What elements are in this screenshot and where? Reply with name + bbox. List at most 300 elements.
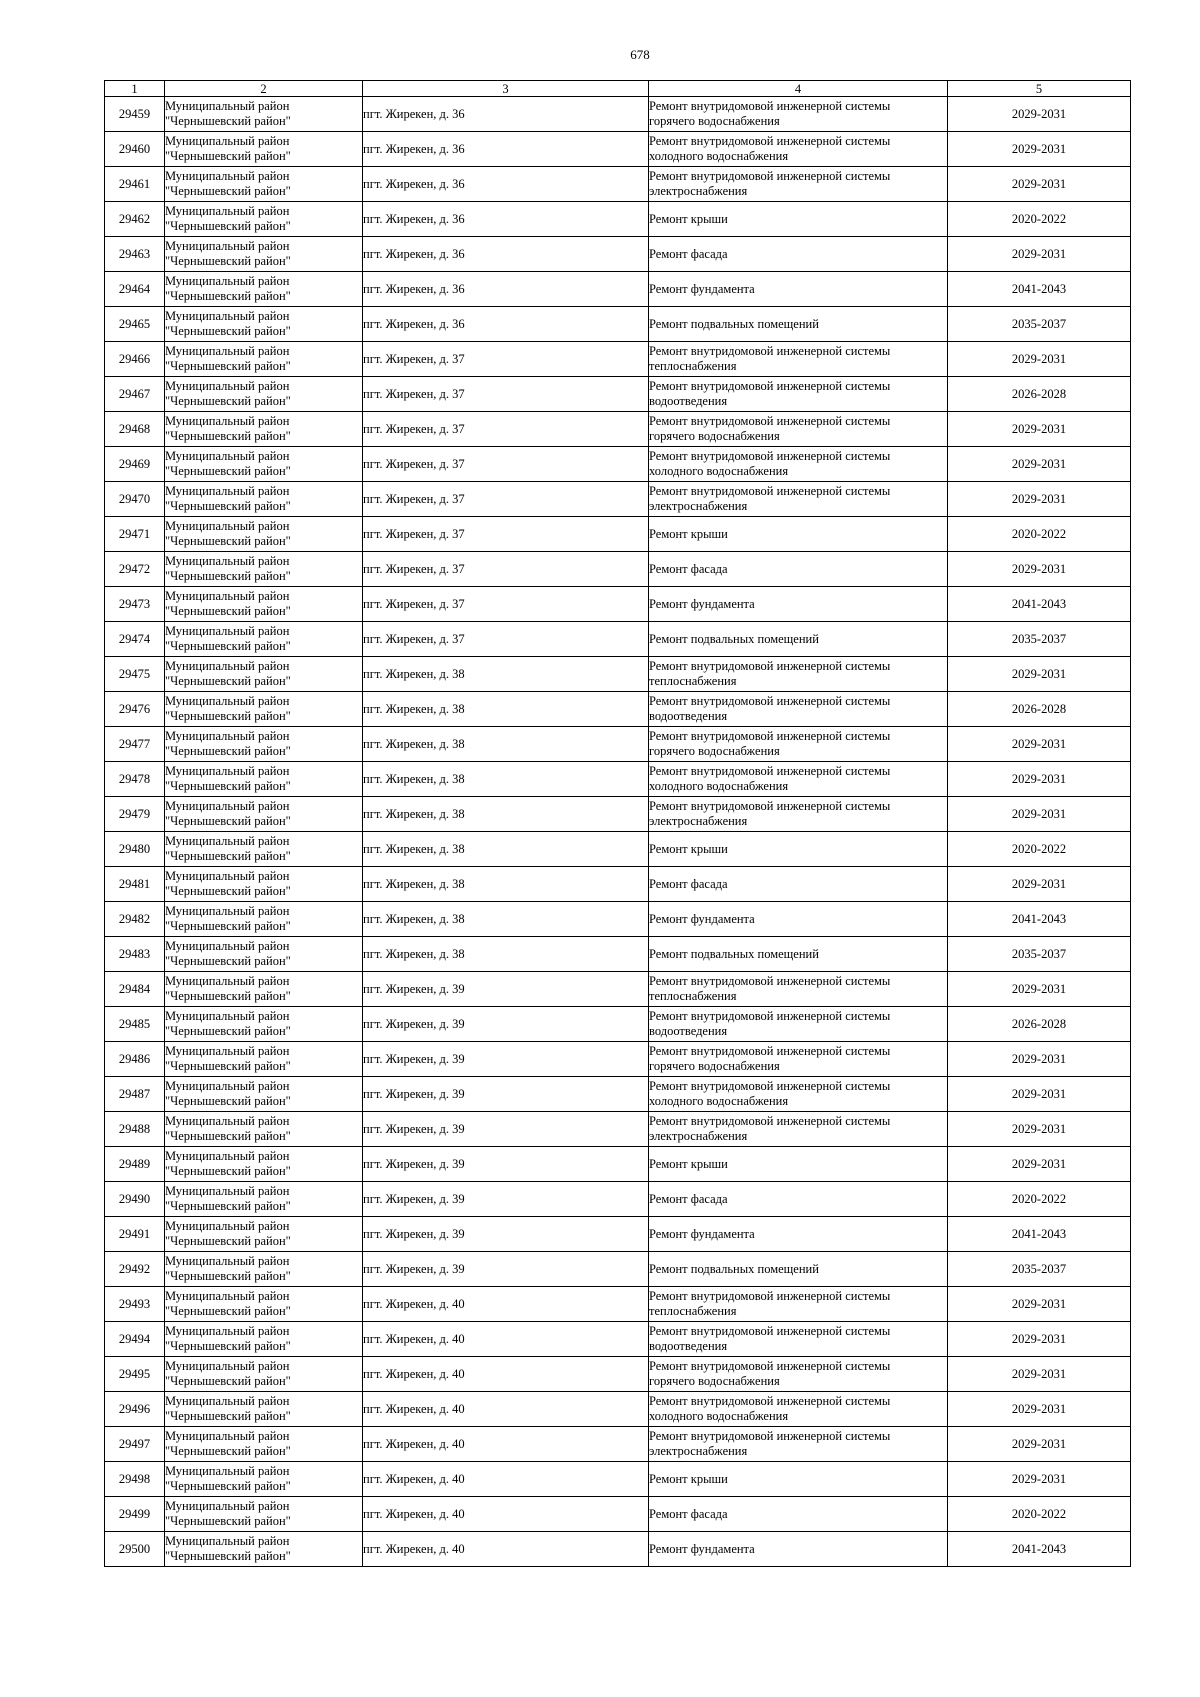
municipality-line-1: Муниципальный район (165, 169, 290, 183)
address-cell: пгт. Жирекен, д. 36 (363, 132, 649, 167)
address-cell: пгт. Жирекен, д. 40 (363, 1357, 649, 1392)
municipality-line-2: "Чернышевский район" (165, 114, 291, 128)
record-number: 29466 (105, 342, 165, 377)
municipality-line-1: Муниципальный район (165, 589, 290, 603)
period-cell: 2026-2028 (948, 1007, 1131, 1042)
municipality-line-1: Муниципальный район (165, 274, 290, 288)
work-type-line-2: электроснабжения (649, 1444, 748, 1458)
work-type-line-2: горячего водоснабжения (649, 1374, 780, 1388)
record-number: 29477 (105, 727, 165, 762)
municipality-line-2: "Чернышевский район" (165, 1059, 291, 1073)
work-type-line-2: холодного водоснабжения (649, 149, 789, 163)
municipality-line-1: Муниципальный район (165, 99, 290, 113)
address-cell: пгт. Жирекен, д. 37 (363, 412, 649, 447)
address-cell: пгт. Жирекен, д. 38 (363, 867, 649, 902)
period-cell: 2029-2031 (948, 1357, 1131, 1392)
work-type-cell (649, 132, 948, 167)
work-type-cell: Ремонт крыши (649, 202, 948, 237)
record-number: 29486 (105, 1042, 165, 1077)
table-header (105, 81, 1131, 97)
work-type-cell (649, 1427, 948, 1462)
municipality-line-2: "Чернышевский район" (165, 1339, 291, 1353)
municipality-line-1: Муниципальный район (165, 309, 290, 323)
period-cell: 2029-2031 (948, 412, 1131, 447)
work-type-line-1: Ремонт внутридомовой инженерной системы (649, 99, 891, 113)
record-number: 29489 (105, 1147, 165, 1182)
work-type-line-1: Ремонт внутридомовой инженерной системы (649, 1009, 891, 1023)
municipality-line-1: Муниципальный район (165, 1114, 290, 1128)
period-cell: 2029-2031 (948, 1042, 1131, 1077)
record-number: 29496 (105, 1392, 165, 1427)
address-cell: пгт. Жирекен, д. 36 (363, 237, 649, 272)
address-cell: пгт. Жирекен, д. 39 (363, 1042, 649, 1077)
municipality-line-1: Муниципальный район (165, 1499, 290, 1513)
table-row (105, 727, 1131, 762)
work-type-line-2: горячего водоснабжения (649, 744, 780, 758)
record-number: 29473 (105, 587, 165, 622)
address-cell: пгт. Жирекен, д. 37 (363, 447, 649, 482)
work-type-cell (649, 727, 948, 762)
municipality-cell (165, 97, 363, 132)
municipality-line-1: Муниципальный район (165, 764, 290, 778)
municipality-line-2: "Чернышевский район" (165, 639, 291, 653)
municipality-line-1: Муниципальный район (165, 904, 290, 918)
address-cell: пгт. Жирекен, д. 37 (363, 517, 649, 552)
address-cell: пгт. Жирекен, д. 38 (363, 797, 649, 832)
table-row (105, 1532, 1131, 1567)
municipality-cell (165, 1392, 363, 1427)
table-row (105, 202, 1131, 237)
municipality-cell (165, 1217, 363, 1252)
period-cell: 2029-2031 (948, 237, 1131, 272)
work-type-cell: Ремонт фасада (649, 552, 948, 587)
municipality-cell (165, 342, 363, 377)
work-type-line-2: горячего водоснабжения (649, 1059, 780, 1073)
work-type-cell (649, 412, 948, 447)
work-type-line-1: Ремонт внутридомовой инженерной системы (649, 1394, 891, 1408)
record-number: 29478 (105, 762, 165, 797)
municipality-line-2: "Чернышевский район" (165, 1409, 291, 1423)
table-row (105, 1287, 1131, 1322)
table-row (105, 1147, 1131, 1182)
municipality-cell (165, 1112, 363, 1147)
municipality-line-1: Муниципальный район (165, 344, 290, 358)
municipality-cell (165, 1007, 363, 1042)
municipality-line-2: "Чернышевский район" (165, 149, 291, 163)
municipality-line-2: "Чернышевский район" (165, 1164, 291, 1178)
address-cell: пгт. Жирекен, д. 39 (363, 1077, 649, 1112)
address-cell: пгт. Жирекен, д. 36 (363, 307, 649, 342)
record-number: 29467 (105, 377, 165, 412)
work-type-cell (649, 1392, 948, 1427)
table-row (105, 902, 1131, 937)
table-row (105, 1322, 1131, 1357)
record-number: 29459 (105, 97, 165, 132)
table-row (105, 657, 1131, 692)
address-cell: пгт. Жирекен, д. 38 (363, 727, 649, 762)
work-type-cell: Ремонт фундамента (649, 272, 948, 307)
record-number: 29460 (105, 132, 165, 167)
work-type-cell (649, 1287, 948, 1322)
table-row (105, 1357, 1131, 1392)
work-type-cell (649, 657, 948, 692)
table-row (105, 692, 1131, 727)
address-cell: пгт. Жирекен, д. 39 (363, 1252, 649, 1287)
work-type-line-2: горячего водоснабжения (649, 429, 780, 443)
municipality-line-1: Муниципальный район (165, 1079, 290, 1093)
table-row (105, 1462, 1131, 1497)
municipality-line-1: Муниципальный район (165, 729, 290, 743)
table-row (105, 237, 1131, 272)
municipality-line-1: Муниципальный район (165, 834, 290, 848)
work-type-cell: Ремонт подвальных помещений (649, 1252, 948, 1287)
table-row (105, 1252, 1131, 1287)
work-type-line-2: водоотведения (649, 394, 728, 408)
period-cell: 2029-2031 (948, 1287, 1131, 1322)
municipality-cell (165, 657, 363, 692)
period-cell: 2029-2031 (948, 1322, 1131, 1357)
municipality-cell (165, 797, 363, 832)
address-cell: пгт. Жирекен, д. 40 (363, 1532, 649, 1567)
municipality-line-2: "Чернышевский район" (165, 1304, 291, 1318)
work-type-line-2: водоотведения (649, 1339, 728, 1353)
table-row (105, 1497, 1131, 1532)
table-row (105, 587, 1131, 622)
municipality-cell (165, 482, 363, 517)
municipality-line-2: "Чернышевский район" (165, 779, 291, 793)
municipality-line-1: Муниципальный район (165, 239, 290, 253)
work-type-line-1: Ремонт внутридомовой инженерной системы (649, 344, 891, 358)
table-row (105, 307, 1131, 342)
work-type-cell (649, 1007, 948, 1042)
table-row (105, 412, 1131, 447)
municipality-line-1: Муниципальный район (165, 1289, 290, 1303)
municipality-line-1: Муниципальный район (165, 799, 290, 813)
address-cell: пгт. Жирекен, д. 39 (363, 1007, 649, 1042)
municipality-cell (165, 377, 363, 412)
record-number: 29468 (105, 412, 165, 447)
record-number: 29470 (105, 482, 165, 517)
record-number: 29499 (105, 1497, 165, 1532)
period-cell: 2029-2031 (948, 342, 1131, 377)
period-cell: 2020-2022 (948, 1497, 1131, 1532)
work-type-line-2: водоотведения (649, 709, 728, 723)
work-type-cell: Ремонт фундамента (649, 1217, 948, 1252)
record-number: 29471 (105, 517, 165, 552)
municipality-line-2: "Чернышевский район" (165, 1444, 291, 1458)
work-type-cell (649, 1112, 948, 1147)
table-row (105, 1182, 1131, 1217)
work-type-cell: Ремонт крыши (649, 517, 948, 552)
municipality-line-2: "Чернышевский район" (165, 674, 291, 688)
municipality-line-2: "Чернышевский район" (165, 1549, 291, 1563)
work-type-line-2: теплоснабжения (649, 359, 737, 373)
address-cell: пгт. Жирекен, д. 37 (363, 482, 649, 517)
municipality-cell (165, 1497, 363, 1532)
work-type-line-1: Ремонт внутридомовой инженерной системы (649, 799, 891, 813)
period-cell: 2041-2043 (948, 1532, 1131, 1567)
period-cell: 2020-2022 (948, 517, 1131, 552)
municipality-line-2: "Чернышевский район" (165, 709, 291, 723)
period-cell: 2029-2031 (948, 447, 1131, 482)
work-type-line-2: электроснабжения (649, 499, 748, 513)
municipality-cell (165, 552, 363, 587)
municipality-line-2: "Чернышевский район" (165, 989, 291, 1003)
work-type-cell: Ремонт фасада (649, 1497, 948, 1532)
work-type-cell (649, 482, 948, 517)
municipality-cell (165, 1077, 363, 1112)
record-number: 29498 (105, 1462, 165, 1497)
work-type-line-1: Ремонт внутридомовой инженерной системы (649, 1114, 891, 1128)
address-cell: пгт. Жирекен, д. 39 (363, 1217, 649, 1252)
record-number: 29482 (105, 902, 165, 937)
period-cell: 2029-2031 (948, 482, 1131, 517)
municipality-cell (165, 1042, 363, 1077)
period-cell: 2029-2031 (948, 972, 1131, 1007)
period-cell: 2041-2043 (948, 587, 1131, 622)
record-number: 29474 (105, 622, 165, 657)
municipality-line-1: Муниципальный район (165, 1009, 290, 1023)
municipality-line-2: "Чернышевский район" (165, 254, 291, 268)
table-row (105, 1392, 1131, 1427)
municipality-line-2: "Чернышевский район" (165, 429, 291, 443)
municipality-line-2: "Чернышевский район" (165, 184, 291, 198)
record-number: 29485 (105, 1007, 165, 1042)
municipality-line-1: Муниципальный район (165, 519, 290, 533)
municipality-line-1: Муниципальный район (165, 554, 290, 568)
work-type-line-1: Ремонт внутридомовой инженерной системы (649, 169, 891, 183)
work-type-line-1: Ремонт внутридомовой инженерной системы (649, 484, 891, 498)
municipality-line-2: "Чернышевский район" (165, 569, 291, 583)
address-cell: пгт. Жирекен, д. 38 (363, 832, 649, 867)
municipality-line-1: Муниципальный район (165, 1149, 290, 1163)
municipality-cell (165, 1462, 363, 1497)
table-row (105, 272, 1131, 307)
address-cell: пгт. Жирекен, д. 39 (363, 1147, 649, 1182)
work-type-line-2: теплоснабжения (649, 989, 737, 1003)
table-row (105, 937, 1131, 972)
address-cell: пгт. Жирекен, д. 39 (363, 1112, 649, 1147)
municipality-line-1: Муниципальный район (165, 1219, 290, 1233)
record-number: 29487 (105, 1077, 165, 1112)
municipality-line-1: Муниципальный район (165, 974, 290, 988)
municipality-line-1: Муниципальный район (165, 1429, 290, 1443)
work-type-line-2: холодного водоснабжения (649, 1094, 789, 1108)
table-row (105, 1077, 1131, 1112)
municipality-line-1: Муниципальный район (165, 134, 290, 148)
record-number: 29465 (105, 307, 165, 342)
work-type-cell: Ремонт подвальных помещений (649, 622, 948, 657)
column-header-5: 5 (948, 81, 1131, 97)
work-type-cell (649, 692, 948, 727)
address-cell: пгт. Жирекен, д. 38 (363, 762, 649, 797)
table-row (105, 1042, 1131, 1077)
municipality-line-2: "Чернышевский район" (165, 954, 291, 968)
record-number: 29484 (105, 972, 165, 1007)
work-type-cell (649, 167, 948, 202)
municipality-line-1: Муниципальный район (165, 1254, 290, 1268)
municipality-line-2: "Чернышевский район" (165, 1269, 291, 1283)
municipality-line-1: Муниципальный район (165, 869, 290, 883)
municipality-line-2: "Чернышевский район" (165, 1374, 291, 1388)
period-cell: 2029-2031 (948, 1392, 1131, 1427)
period-cell: 2041-2043 (948, 272, 1131, 307)
work-type-cell: Ремонт подвальных помещений (649, 937, 948, 972)
record-number: 29472 (105, 552, 165, 587)
municipality-cell (165, 937, 363, 972)
municipality-line-1: Муниципальный район (165, 1324, 290, 1338)
record-number: 29483 (105, 937, 165, 972)
address-cell: пгт. Жирекен, д. 37 (363, 552, 649, 587)
municipality-cell (165, 762, 363, 797)
address-cell: пгт. Жирекен, д. 39 (363, 1182, 649, 1217)
municipality-line-1: Муниципальный район (165, 1534, 290, 1548)
municipality-line-2: "Чернышевский район" (165, 1514, 291, 1528)
municipality-cell (165, 1147, 363, 1182)
work-type-cell (649, 447, 948, 482)
work-type-cell: Ремонт фасада (649, 237, 948, 272)
period-cell: 2029-2031 (948, 727, 1131, 762)
period-cell: 2035-2037 (948, 937, 1131, 972)
address-cell: пгт. Жирекен, д. 40 (363, 1462, 649, 1497)
period-cell: 2029-2031 (948, 97, 1131, 132)
period-cell: 2029-2031 (948, 132, 1131, 167)
work-type-cell: Ремонт крыши (649, 1462, 948, 1497)
municipality-cell (165, 587, 363, 622)
table-row (105, 447, 1131, 482)
address-cell: пгт. Жирекен, д. 38 (363, 937, 649, 972)
address-cell: пгт. Жирекен, д. 37 (363, 342, 649, 377)
municipality-line-1: Муниципальный район (165, 204, 290, 218)
period-cell: 2041-2043 (948, 1217, 1131, 1252)
work-type-line-1: Ремонт внутридомовой инженерной системы (649, 134, 891, 148)
municipality-line-2: "Чернышевский район" (165, 464, 291, 478)
work-type-cell (649, 1357, 948, 1392)
period-cell: 2029-2031 (948, 167, 1131, 202)
period-cell: 2020-2022 (948, 832, 1131, 867)
municipality-cell (165, 1532, 363, 1567)
work-type-cell (649, 1042, 948, 1077)
header-row (105, 81, 1131, 97)
period-cell: 2029-2031 (948, 1077, 1131, 1112)
work-type-cell (649, 1077, 948, 1112)
address-cell: пгт. Жирекен, д. 40 (363, 1497, 649, 1532)
period-cell: 2029-2031 (948, 552, 1131, 587)
municipality-line-1: Муниципальный район (165, 1359, 290, 1373)
table-row (105, 832, 1131, 867)
municipality-line-2: "Чернышевский район" (165, 534, 291, 548)
municipality-line-2: "Чернышевский район" (165, 919, 291, 933)
municipality-line-2: "Чернышевский район" (165, 499, 291, 513)
address-cell: пгт. Жирекен, д. 40 (363, 1427, 649, 1462)
work-type-cell: Ремонт подвальных помещений (649, 307, 948, 342)
municipality-cell (165, 1182, 363, 1217)
work-type-line-2: электроснабжения (649, 814, 748, 828)
municipality-cell (165, 692, 363, 727)
address-cell: пгт. Жирекен, д. 36 (363, 272, 649, 307)
work-type-cell (649, 762, 948, 797)
work-type-cell: Ремонт фасада (649, 867, 948, 902)
work-type-line-2: холодного водоснабжения (649, 464, 789, 478)
work-type-line-2: электроснабжения (649, 184, 748, 198)
work-type-line-2: водоотведения (649, 1024, 728, 1038)
address-cell: пгт. Жирекен, д. 37 (363, 587, 649, 622)
work-type-cell: Ремонт крыши (649, 1147, 948, 1182)
period-cell: 2029-2031 (948, 1427, 1131, 1462)
municipality-cell (165, 1322, 363, 1357)
work-type-line-1: Ремонт внутридомовой инженерной системы (649, 659, 891, 673)
table-row (105, 167, 1131, 202)
table-body (105, 97, 1131, 1567)
record-number: 29476 (105, 692, 165, 727)
work-type-cell: Ремонт фундамента (649, 1532, 948, 1567)
table-row (105, 132, 1131, 167)
record-number: 29475 (105, 657, 165, 692)
municipality-line-1: Муниципальный район (165, 939, 290, 953)
municipality-cell (165, 167, 363, 202)
work-type-line-1: Ремонт внутридомовой инженерной системы (649, 694, 891, 708)
municipality-line-1: Муниципальный район (165, 449, 290, 463)
municipality-cell (165, 867, 363, 902)
municipality-cell (165, 832, 363, 867)
work-type-cell (649, 797, 948, 832)
work-type-line-1: Ремонт внутридомовой инженерной системы (649, 764, 891, 778)
municipality-line-2: "Чернышевский район" (165, 324, 291, 338)
municipality-cell (165, 1287, 363, 1322)
table-row (105, 517, 1131, 552)
municipality-cell (165, 622, 363, 657)
period-cell: 2029-2031 (948, 797, 1131, 832)
municipality-line-2: "Чернышевский район" (165, 1094, 291, 1108)
work-type-line-1: Ремонт внутридомовой инженерной системы (649, 1044, 891, 1058)
work-type-cell (649, 342, 948, 377)
work-type-line-2: холодного водоснабжения (649, 779, 789, 793)
table-row (105, 797, 1131, 832)
municipality-cell (165, 1357, 363, 1392)
municipality-line-1: Муниципальный район (165, 624, 290, 638)
municipality-cell (165, 272, 363, 307)
address-cell: пгт. Жирекен, д. 40 (363, 1322, 649, 1357)
municipality-cell (165, 412, 363, 447)
municipality-cell (165, 902, 363, 937)
table-row (105, 622, 1131, 657)
work-type-line-1: Ремонт внутридомовой инженерной системы (649, 1079, 891, 1093)
table-row (105, 972, 1131, 1007)
municipality-line-1: Муниципальный район (165, 1464, 290, 1478)
capital-repair-table (104, 80, 1131, 1567)
table-row (105, 1427, 1131, 1462)
record-number: 29500 (105, 1532, 165, 1567)
municipality-line-2: "Чернышевский район" (165, 394, 291, 408)
record-number: 29488 (105, 1112, 165, 1147)
address-cell: пгт. Жирекен, д. 38 (363, 692, 649, 727)
work-type-cell (649, 97, 948, 132)
address-cell: пгт. Жирекен, д. 37 (363, 622, 649, 657)
work-type-line-2: электроснабжения (649, 1129, 748, 1143)
period-cell: 2029-2031 (948, 1462, 1131, 1497)
municipality-line-2: "Чернышевский район" (165, 219, 291, 233)
work-type-cell: Ремонт фундамента (649, 902, 948, 937)
period-cell: 2029-2031 (948, 1112, 1131, 1147)
address-cell: пгт. Жирекен, д. 37 (363, 377, 649, 412)
municipality-line-1: Муниципальный район (165, 484, 290, 498)
municipality-line-2: "Чернышевский район" (165, 1129, 291, 1143)
address-cell: пгт. Жирекен, д. 36 (363, 202, 649, 237)
municipality-line-1: Муниципальный район (165, 379, 290, 393)
municipality-cell (165, 1427, 363, 1462)
work-type-cell (649, 377, 948, 412)
column-header-2: 2 (165, 81, 363, 97)
